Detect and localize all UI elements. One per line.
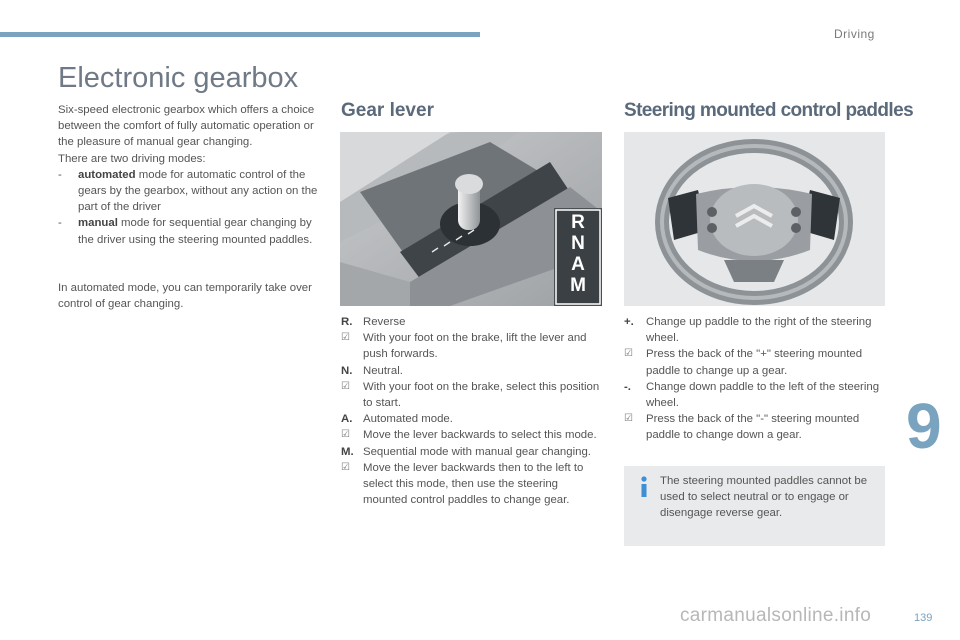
steering-wheel-illustration [624, 132, 885, 306]
item-text: Move the lever backwards then to the left to select this mode, then use the steering mounted control paddles to change gear. [363, 461, 584, 507]
item-text: Press the back of the "-" steering mounted paddle to change down a gear. [646, 413, 860, 442]
paddles-instructions [624, 314, 886, 444]
chapter-name: Driving [834, 27, 875, 41]
gear-position-indicator [558, 212, 598, 296]
gear-position-a: A [571, 254, 585, 275]
intro-paragraph: Six-speed electronic gearbox which offers a choice between the comfort of fully automatic operation or the pleasure of manual gear changing. [58, 104, 315, 149]
item-key: -. [624, 380, 631, 393]
item-text: Change up paddle to the right of the steering wheel. [646, 316, 872, 345]
list-item [624, 411, 886, 443]
check-box-icon: ☑ [624, 413, 633, 425]
gear-position-n: N [571, 233, 585, 254]
check-box-icon: ☑ [341, 380, 350, 392]
item-key: A. [341, 413, 353, 426]
mode-name: manual [78, 217, 118, 230]
info-note [624, 466, 885, 546]
item-key: M. [341, 445, 354, 458]
list-item [341, 411, 601, 427]
intro-modes-lead: There are two driving modes: [58, 152, 206, 165]
list-item [341, 444, 601, 460]
mode-item-manual [58, 215, 323, 247]
header-accent-bar [0, 32, 480, 37]
check-box-icon: ☑ [624, 348, 633, 360]
list-item [341, 314, 601, 330]
item-key: +. [624, 316, 634, 328]
gear-position-r: R [571, 212, 585, 233]
paddles-heading: Steering mounted control paddles [624, 100, 914, 121]
gear-lever-instructions [341, 314, 601, 508]
item-text: Change down paddle to the left of the steering wheel. [646, 380, 880, 410]
item-key: R. [341, 316, 353, 328]
mode-description: mode for sequential gear changing by the driver using the steering mounted paddles. [78, 217, 313, 246]
page-title: Electronic gearbox [58, 62, 299, 94]
list-item [341, 379, 601, 411]
list-item [624, 379, 886, 411]
chapter-tab-number: 9 [906, 390, 942, 462]
list-item [341, 460, 601, 509]
page-number: 139 [914, 612, 933, 624]
list-item [341, 427, 601, 443]
item-text: Press the back of the "+" steering mounted paddle to change up a gear. [646, 348, 863, 377]
list-dash: - [58, 168, 62, 181]
mode-description: mode for automatic control of the gears by the gearbox, without any action on the part of the driver [78, 168, 318, 214]
list-item [341, 363, 601, 379]
item-text: Move the lever backwards to select this mode. [363, 429, 597, 442]
watermark: carmanualsonline.info [680, 605, 872, 626]
check-box-icon: ☑ [341, 461, 350, 473]
mode-name: automated [78, 168, 136, 181]
item-text: Sequential mode with manual gear changing. [363, 445, 591, 458]
info-icon [638, 476, 650, 498]
item-text: With your foot on the brake, select this position to start. [363, 380, 600, 410]
list-item [624, 314, 886, 346]
intro-override-note: In automated mode, you can temporarily take over control of gear changing. [58, 281, 312, 311]
item-key: N. [341, 364, 353, 377]
item-text: With your foot on the brake, lift the lever and push forwards. [363, 332, 587, 361]
gear-position-m: M [570, 275, 586, 296]
gear-lever-heading: Gear lever [341, 100, 434, 121]
item-text: Automated mode. [363, 413, 453, 426]
info-note-text: The steering mounted paddles cannot be used to select neutral or to engage or disengage reverse gear. [660, 475, 868, 520]
list-item [341, 330, 601, 362]
check-box-icon: ☑ [341, 429, 350, 441]
steering-wheel-photo [624, 132, 885, 306]
intro-column [58, 102, 323, 312]
list-dash: - [58, 217, 62, 230]
item-text: Reverse [363, 316, 406, 328]
item-text: Neutral. [363, 364, 403, 377]
check-box-icon: ☑ [341, 332, 350, 344]
list-item [624, 346, 886, 378]
mode-item-automated [58, 167, 323, 216]
gear-lever-photo [340, 132, 602, 306]
